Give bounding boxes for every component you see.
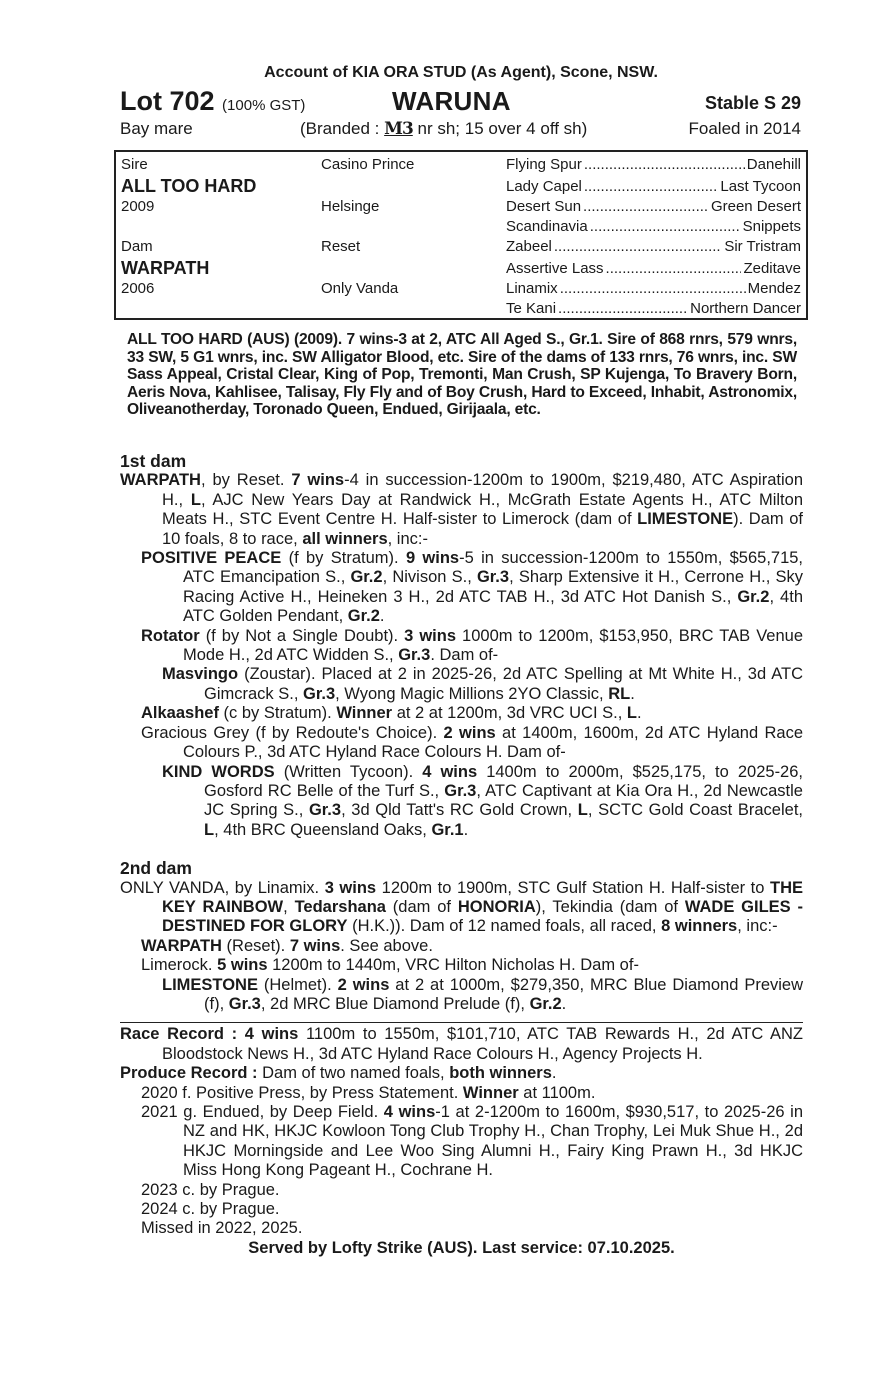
progeny-entry: POSITIVE PEACE (f by Stratum). 9 wins-5 in succession-1200m to 1550m, $565,715, ATC Emancipation S., Gr.2, Nivison S., Gr.3, Sharp Extensive it H., Cerrone H., Sky Racing Active H., Heineken 3 H., 2d ATC TAB H., 3d ATC Hot Danish S., Gr.2, 4th ATC Golden Pendant, Gr.2.	[141, 549, 804, 626]
produce-entry: 2020 f. Positive Press, by Press Statement. Winner at 1100m.	[141, 1083, 596, 1102]
sire-dam: Helsinge	[321, 198, 380, 215]
produce-entry: 2024 c. by Prague.	[141, 1200, 280, 1219]
race-record: Race Record : 4 wins 1100m to 1550m, $101,710, ATC TAB Rewards H., 2d ATC ANZ Bloodstock News H., 3d ATC Hyland Race Colours H., Agency Projects H.	[120, 1025, 803, 1063]
pedigree-table	[114, 150, 808, 320]
progeny-entry: Masvingo (Zoustar). Placed at 2 in 2025-26, 2d ATC Spelling at Mt White H., 3d ATC Gimcrack S., Gr.3, Wyong Magic Millions 2YO Classic, RL.	[162, 665, 803, 703]
vendor-account: Account of KIA ORA STUD (As Agent), Scone, NSW.	[264, 64, 658, 81]
progeny-entry: KIND WORDS (Written Tycoon). 4 wins 1400m to 2000m, $525,175, to 2025-26, Gosford RC Belle of the Turf S., Gr.3, ATC Captivant at Kia Ora H., 2d Newcastle JC Spring S., Gr.3, 3d Qld Tatt's RC Gold Crown, L, SCTC Gold Coast Bracelet, L, 4th BRC Queensland Oaks, Gr.1.	[162, 762, 803, 839]
progeny-entry: WARPATH (Reset). 7 wins. See above.	[141, 936, 433, 955]
catalogue-body	[120, 452, 803, 1258]
brand-mark: M3	[384, 119, 413, 139]
dam-dam: Only Vanda	[321, 280, 399, 297]
dam-sire: Reset	[321, 238, 361, 255]
dam-entry: WARPATH, by Reset. 7 wins-4 in succession-1200m to 1900m, $219,480, ATC Aspiration H., L, AJC New Years Day at Randwick H., McGrath Estate Agents H., ATC Milton Meats H., STC Event Centre H. Half-sister to Limerock (dam of LIMESTONE). Dam of 10 foals, 8 to race, all winners, inc:-	[120, 471, 803, 548]
horse-name: WARUNA	[392, 86, 511, 116]
sire-name: ALL TOO HARD	[121, 176, 257, 196]
progeny-entry: LIMESTONE (Helmet). 2 wins at 2 at 1000m, $279,350, MRC Blue Diamond Preview (f), Gr.3, 2d MRC Blue Diamond Prelude (f), Gr.2.	[162, 975, 803, 1013]
pedigree-ancestor: Linamix ..... Mendez	[506, 280, 801, 297]
stable-number: Stable S 29	[704, 93, 801, 113]
dam-name: WARPATH	[121, 258, 210, 278]
progeny-entry: Limerock. 5 wins 1200m to 1440m, VRC Hilton Nicholas H. Dam of-	[141, 956, 639, 975]
dam-label: Dam	[121, 238, 153, 255]
produce-entry: 2023 c. by Prague.	[141, 1180, 280, 1199]
progeny-entry: Alkaashef (c by Stratum). Winner at 2 at 1200m, 3d VRC UCI S., L.	[141, 704, 642, 723]
first-dam-heading: 1st dam	[120, 451, 187, 471]
sire-summary: ALL TOO HARD (AUS) (2009). 7 wins-3 at 2, ATC All Aged S., Gr.1. Sire of 868 rnrs, 579 wnrs, 33 SW, 5 G1 wnrs, inc. SW Alligator Blood, etc. Sire of the dams of 133 rnrs, 76 wnrs, inc. SW Sass Appeal, Cristal Clear, King of Pop, Tremonti, Man Crush, SP Kujenga, To Bravery Born, Aeris Nova, Kahlisee, Talisay, Fly Fly and of Boy Crush, Hard to Exceed, Inhabit, Astronomix, Oliveanotherday, Toronado Queen, Endued, Girijaala, etc.	[127, 331, 797, 419]
gst-note: (100% GST)	[222, 97, 306, 114]
pedigree-ancestor: Flying Spur ..... Danehill	[506, 156, 801, 173]
pedigree-ancestor: Te Kani ..... Northern Dancer	[506, 300, 801, 317]
lot-label: Lot 702	[120, 86, 215, 116]
pedigree-ancestor: Assertive Lass ..... Zeditave	[506, 260, 801, 277]
pedigree-ancestor: Lady Capel ..... Last Tycoon	[506, 178, 801, 195]
progeny-entry: Rotator (f by Not a Single Doubt). 3 wins 1000m to 1200m, $153,950, BRC TAB Venue Mode H., 2d ATC Widden S., Gr.3. Dam of-	[141, 626, 803, 665]
service-note: Served by Lofty Strike (AUS). Last service: 07.10.2025.	[248, 1238, 675, 1257]
lot-number	[120, 86, 305, 117]
section-divider	[120, 1022, 803, 1023]
dam-entry: ONLY VANDA, by Linamix. 3 wins 1200m to 1900m, STC Gulf Station H. Half-sister to THE KEY RAINBOW, Tedarshana (dam of HONORIA), Tekindia (dam of WADE GILES - DESTINED FOR GLORY (H.K.)). Dam of 12 named foals, all raced, 8 winners, inc:-	[120, 878, 804, 936]
progeny-entry: Gracious Grey (f by Redoute's Choice). 2 wins at 1400m, 1600m, 2d ATC Hyland Race Colours P., 3d ATC Hyland Race Colours H. Dam of-	[141, 723, 803, 762]
pedigree-ancestor: Zabeel ..... Sir Tristram	[506, 238, 801, 255]
horse-sex: Bay mare	[120, 119, 193, 138]
brand-description: (Branded : M3 nr sh; 15 over 4 off sh)	[300, 119, 588, 139]
pedigree-ancestor: Scandinavia ..... Snippets	[506, 218, 801, 235]
sire-sire: Casino Prince	[321, 156, 415, 173]
produce-entry: 2021 g. Endued, by Deep Field. 4 wins-1 at 2-1200m to 1600m, $930,517, to 2025-26 in NZ and HK, HKJC Kowloon Tong Club Trophy H., Chan Trophy, Lei Muk Shue H., 2d HKJC Morningside and Lee Woo Sing Alumni H., Fairy King Prawn H., 3d HKJC Miss Hong Kong Pageant H., Cochrane H.	[141, 1103, 804, 1180]
second-dam-heading: 2nd dam	[120, 858, 192, 879]
pedigree-ancestor: Desert Sun ..... Green Desert	[506, 198, 801, 215]
dam-year: 2006	[121, 280, 155, 297]
sire-year: 2009	[121, 198, 155, 215]
produce-entry: Missed in 2022, 2025.	[141, 1219, 303, 1238]
produce-record: Produce Record : Dam of two named foals, both winners.	[120, 1064, 557, 1083]
sire-label: Sire	[121, 156, 148, 173]
foaled-year: Foaled in 2014	[688, 119, 801, 138]
